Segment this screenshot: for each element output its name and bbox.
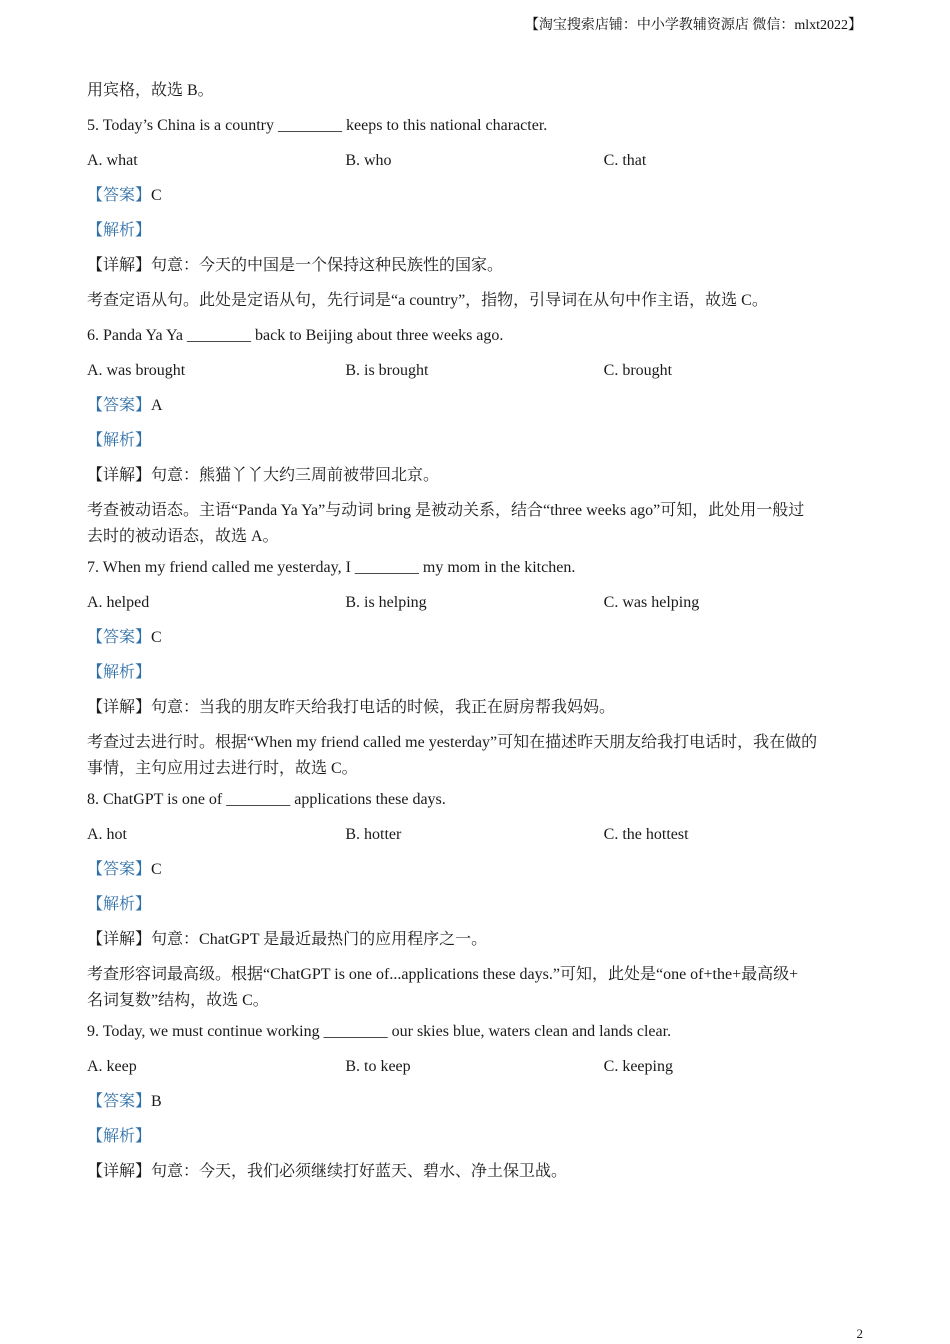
page-number: 2 bbox=[856, 1326, 863, 1341]
options-row bbox=[87, 822, 862, 848]
question-stem: 6. Panda Ya Ya ________ back to Beijing about three weeks ago. bbox=[87, 327, 504, 344]
question-stem: 8. ChatGPT is one of ________ applications these days. bbox=[87, 791, 446, 808]
option-c: C. brought bbox=[603, 362, 673, 379]
option-a: A. what bbox=[87, 152, 138, 169]
explanation-text-cont: 名词复数”结构，故选 C。 bbox=[87, 992, 269, 1009]
document-body bbox=[87, 78, 862, 1194]
answer-line bbox=[87, 183, 862, 209]
question-stem: 7. When my friend called me yesterday, I ________ my mom in the kitchen. bbox=[87, 559, 576, 576]
detail-line bbox=[87, 1159, 862, 1185]
detail-text: 句意：熊猫丫丫大约三周前被带回北京。 bbox=[151, 467, 440, 484]
answer-tag: 【答案】 bbox=[87, 861, 152, 878]
answer-value: C bbox=[151, 861, 162, 878]
detail-tag: 【详解】 bbox=[87, 931, 152, 948]
option-c: C. that bbox=[603, 152, 647, 169]
option-b: B. who bbox=[345, 152, 392, 169]
question-stem: 5. Today’s China is a country ________ keeps to this national character. bbox=[87, 117, 548, 134]
options-row bbox=[87, 148, 862, 174]
option-b: B. is brought bbox=[345, 362, 429, 379]
analysis-tag: 【解析】 bbox=[87, 432, 152, 449]
option-a: A. was brought bbox=[87, 362, 186, 379]
answer-tag: 【答案】 bbox=[87, 397, 152, 414]
detail-text: 句意：今天，我们必须继续打好蓝天、碧水、净土保卫战。 bbox=[151, 1163, 568, 1180]
option-a: A. hot bbox=[87, 826, 127, 843]
detail-tag: 【详解】 bbox=[87, 1163, 152, 1180]
explanation-text: 考查过去进行时。根据“When my friend called me yesterday”可知在描述昨天朋友给我打电话时，我在做的 bbox=[87, 734, 818, 751]
explanation-text-cont: 事情，主句应用过去进行时，故选 C。 bbox=[87, 760, 358, 777]
option-c: C. keeping bbox=[603, 1058, 673, 1075]
detail-line bbox=[87, 463, 862, 489]
answer-tag: 【答案】 bbox=[87, 187, 152, 204]
option-a: A. helped bbox=[87, 594, 150, 611]
answer-tag: 【答案】 bbox=[87, 629, 152, 646]
options-row bbox=[87, 1054, 862, 1080]
answer-line bbox=[87, 625, 862, 651]
option-b: B. to keep bbox=[345, 1058, 411, 1075]
detail-text: 句意：当我的朋友昨天给我打电话的时候，我正在厨房帮我妈妈。 bbox=[151, 699, 616, 716]
detail-text: 句意：今天的中国是一个保持这种民族性的国家。 bbox=[151, 257, 504, 274]
answer-value: C bbox=[151, 629, 162, 646]
detail-tag: 【详解】 bbox=[87, 467, 152, 484]
question-stem: 9. Today, we must continue working ________ our skies blue, waters clean and lands clear. bbox=[87, 1023, 672, 1040]
answer-line bbox=[87, 1089, 862, 1115]
option-b: B. is helping bbox=[345, 594, 427, 611]
analysis-tag: 【解析】 bbox=[87, 896, 152, 913]
option-c: C. was helping bbox=[603, 594, 700, 611]
analysis-tag: 【解析】 bbox=[87, 222, 152, 239]
option-b: B. hotter bbox=[345, 826, 402, 843]
explanation-text-cont: 去时的被动语态，故选 A。 bbox=[87, 528, 279, 545]
detail-line bbox=[87, 927, 862, 953]
options-row bbox=[87, 590, 862, 616]
intro-text: 用宾格，故选 B。 bbox=[87, 82, 214, 99]
page-header: 【淘宝搜索店铺：中小学教辅资源店 微信：mlxt2022】 bbox=[524, 18, 862, 33]
detail-tag: 【详解】 bbox=[87, 257, 152, 274]
answer-line bbox=[87, 393, 862, 419]
detail-line bbox=[87, 695, 862, 721]
detail-text: 句意：ChatGPT 是最近最热门的应用程序之一。 bbox=[151, 931, 488, 948]
answer-value: B bbox=[151, 1093, 162, 1110]
explanation-text: 考查定语从句。此处是定语从句，先行词是“a country”，指物，引导词在从句中作主语，故选 C。 bbox=[87, 292, 768, 309]
answer-tag: 【答案】 bbox=[87, 1093, 152, 1110]
option-c: C. the hottest bbox=[603, 826, 689, 843]
explanation-text: 考查形容词最高级。根据“ChatGPT is one of...applications these days.”可知，此处是“one of+the+最高级+ bbox=[87, 966, 799, 983]
explanation-text: 考查被动语态。主语“Panda Ya Ya”与动词 bring 是被动关系，结合“three weeks ago”可知，此处用一般过 bbox=[87, 502, 805, 519]
detail-line bbox=[87, 253, 862, 279]
detail-tag: 【详解】 bbox=[87, 699, 152, 716]
answer-line bbox=[87, 857, 862, 883]
answer-value: C bbox=[151, 187, 162, 204]
options-row bbox=[87, 358, 862, 384]
analysis-tag: 【解析】 bbox=[87, 664, 152, 681]
option-a: A. keep bbox=[87, 1058, 137, 1075]
answer-value: A bbox=[151, 397, 163, 414]
analysis-tag: 【解析】 bbox=[87, 1128, 152, 1145]
